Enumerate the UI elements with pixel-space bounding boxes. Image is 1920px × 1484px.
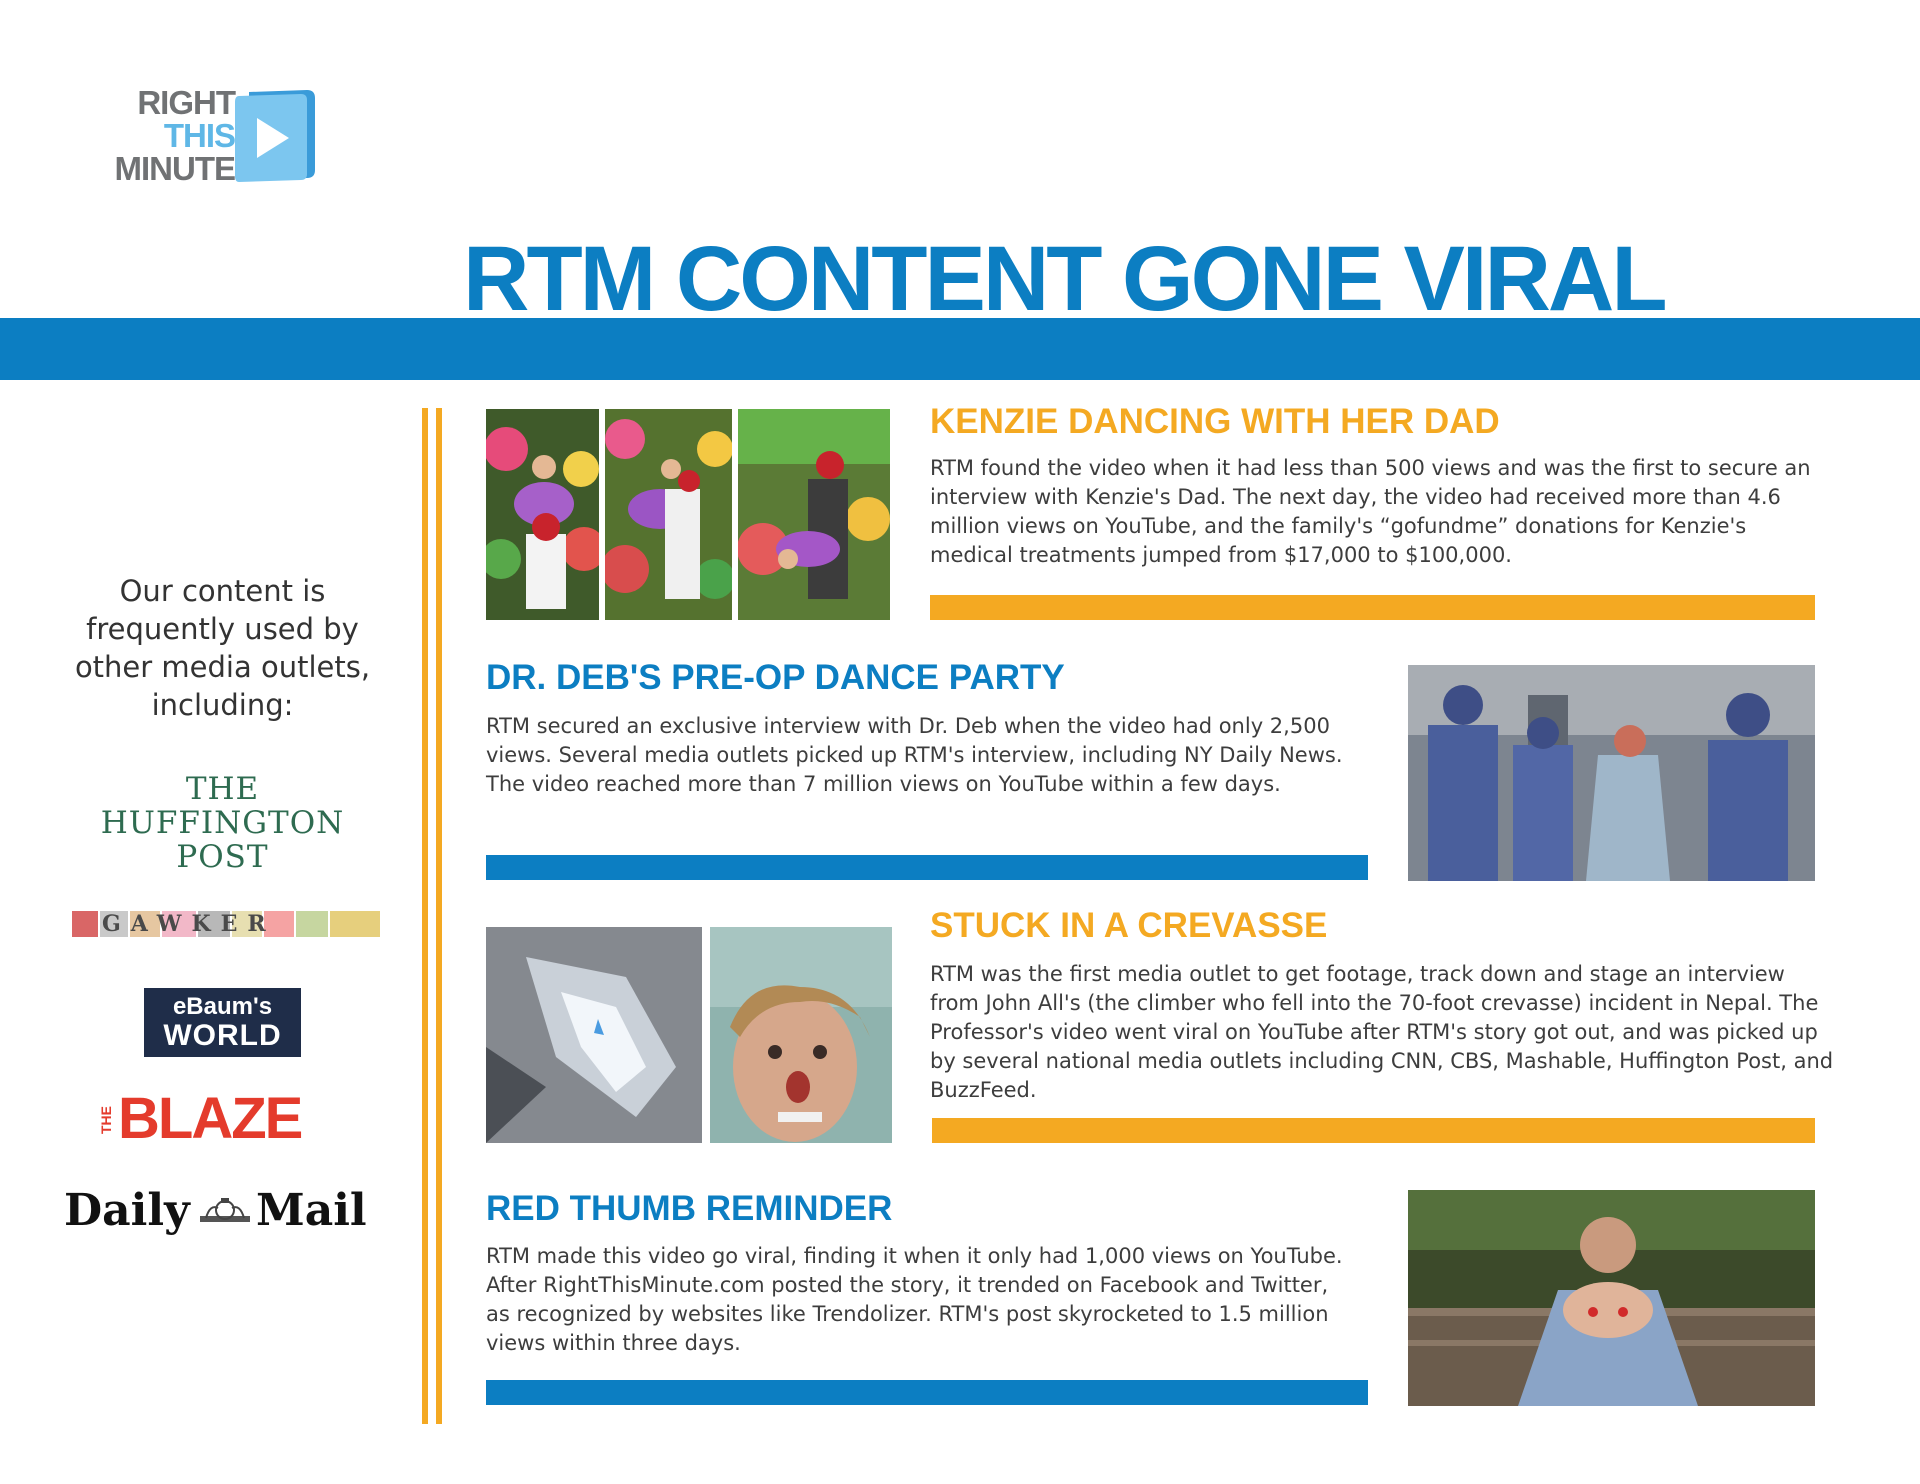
kenzie-photo-1 [486, 409, 599, 620]
ebaums-line-2: WORLD [163, 1019, 282, 1052]
dr-deb-photo [1408, 665, 1815, 881]
crest-icon [198, 1196, 252, 1228]
logo-wordmark [85, 86, 235, 185]
kenzie-photo-2 [605, 409, 732, 620]
crevasse-photo-1 [486, 927, 702, 1143]
ebaums-line-1: eBaum's [172, 993, 273, 1020]
section-body-red-thumb: RTM made this video go viral, finding it when it only had 1,000 views on YouTube. After RightThisMinute.com posted the story, it trended on Facebook and Twitter, as recognized by websites like Trendolizer. RTM's post skyrocketed to 1.5 million views within three days. [486, 1244, 1343, 1355]
gawker-logo [72, 910, 380, 938]
daily-mail-logo [64, 1186, 379, 1236]
logo-line-this: THIS [163, 117, 235, 154]
section-title-kenzie: KENZIE DANCING WITH HER DAD [930, 402, 1500, 441]
section-bar-red-thumb [486, 1380, 1368, 1405]
section-title-red-thumb: RED THUMB REMINDER [486, 1189, 893, 1228]
section-body-kenzie: RTM found the video when it had less than 500 views and was the first to secure an interview with Kenzie's Dad. The next day, the video had received more than 4.6 million views on YouTube, and the family's “gofundme” donations for Kenzie's medical treatments jumped from $17,000 to $100,000. [930, 456, 1811, 567]
logo-line-right: RIGHT [137, 84, 235, 121]
play-icon [235, 88, 316, 184]
blaze-prefix: THE [98, 1106, 114, 1134]
logo-line-minute: MINUTE [114, 150, 235, 187]
the-blaze-logo [98, 1086, 348, 1151]
red-thumb-photo [1408, 1190, 1815, 1406]
huffington-line-3: POST [176, 839, 269, 875]
section-body-crevasse: RTM was the first media outlet to get footage, track down and stage an interview from John All's (the climber who fell into the 70-foot crevasse) incident in Nepal. The Professor's video went viral on YouTube after RTM's story got out, and was picked up by several national media outlets including CNN, CBS, Mashable, Huffington Post, and BuzzFeed. [930, 962, 1834, 1102]
huffington-line-1: THE [185, 771, 260, 807]
sidebar-intro: Our content is frequently used by other media outlets, including: [74, 574, 371, 722]
section-bar-kenzie [930, 595, 1815, 620]
section-title-dr-deb: DR. DEB'S PRE-OP DANCE PARTY [486, 658, 1065, 697]
crevasse-photo-2 [710, 927, 892, 1143]
section-bar-crevasse [932, 1118, 1815, 1143]
divider-right [436, 408, 442, 1424]
page-title: RTM CONTENT GONE VIRAL [463, 228, 1665, 330]
daily-mail-word-2: Mail [256, 1185, 367, 1236]
daily-mail-word-1: Daily [64, 1185, 190, 1236]
section-body-dr-deb: RTM secured an exclusive interview with Dr. Deb when the video had only 2,500 views. Several media outlets picked up RTM's interview, including NY Daily News. The video reached more than 7 million views on YouTube within a few days. [486, 714, 1343, 796]
rtm-logo [85, 86, 335, 196]
divider-left [422, 408, 428, 1424]
section-bar-dr-deb [486, 855, 1368, 880]
blaze-wordmark: BLAZE [118, 1086, 302, 1151]
kenzie-photo-3 [738, 409, 890, 620]
gawker-wordmark: GAWKER [102, 911, 276, 937]
huffington-line-2: HUFFINGTON [100, 805, 345, 841]
ebaums-world-logo [144, 988, 301, 1057]
section-title-crevasse: STUCK IN A CREVASSE [930, 906, 1328, 945]
huffington-post-logo [80, 772, 365, 874]
